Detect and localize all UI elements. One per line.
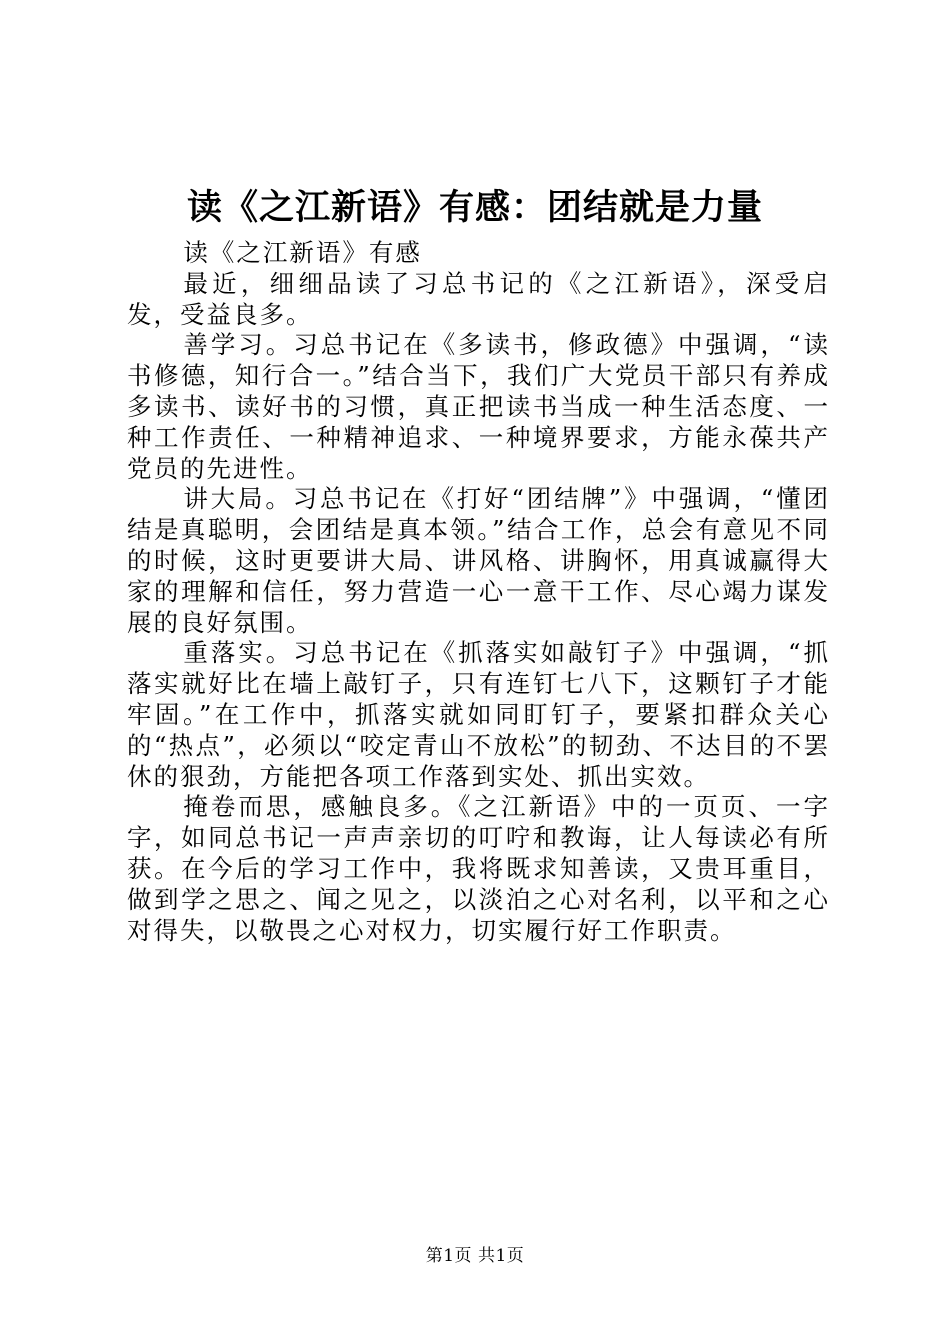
paragraph-intro: 最近，细细品读了习总书记的《之江新语》，深受启发，受益良多。 bbox=[127, 268, 830, 329]
paragraph-subtitle: 读《之江新语》有感 bbox=[183, 238, 422, 267]
paragraph-study: 善学习。习总书记在《多读书，修政德》中强调，“读书修德，知行合一。”结合当下，我们广大党员干部只有养成多读书、读好书的习惯，真正把读书当成一种生活态度、一种工作责任、一种精神追求、一种境界要求，方能永葆共产党员的先进性。 bbox=[127, 330, 830, 483]
paragraph-overall: 讲大局。习总书记在《打好“团结牌”》中强调，“懂团结是真聪明，会团结是真本领。”结合工作，总会有意见不同的时候，这时更要讲大局、讲风格、讲胸怀，用真诚赢得大家的理解和信任，努力营造一心一意干工作、尽心竭力谋发展的良好氛围。 bbox=[127, 484, 830, 637]
paragraph-implementation: 重落实。习总书记在《抓落实如敲钉子》中强调，“抓落实就好比在墙上敲钉子，只有连钉七八下，这颗钉子才能牢固。”在工作中，抓落实就如同盯钉子，要紧扣群众关心的“热点”，必须以“咬定青山不放松”的韧劲、不达目的不罢休的狠劲，方能把各项工作落到实处、抓出实效。 bbox=[127, 638, 830, 791]
paragraph-conclusion: 掩卷而思，感触良多。《之江新语》中的一页页、一字字，如同总书记一声声亲切的叮咛和教诲，让人每读必有所获。在今后的学习工作中，我将既求知善读，又贵耳重目，做到学之思之、闻之见之，以淡泊之心对名利，以平和之心对得失，以敬畏之心对权力，切实履行好工作职责。 bbox=[127, 792, 830, 945]
page-footer: 第1页 共1页 bbox=[425, 1246, 525, 1266]
document-title: 读《之江新语》有感：团结就是力量 bbox=[186, 187, 763, 228]
document-body bbox=[127, 238, 830, 946]
